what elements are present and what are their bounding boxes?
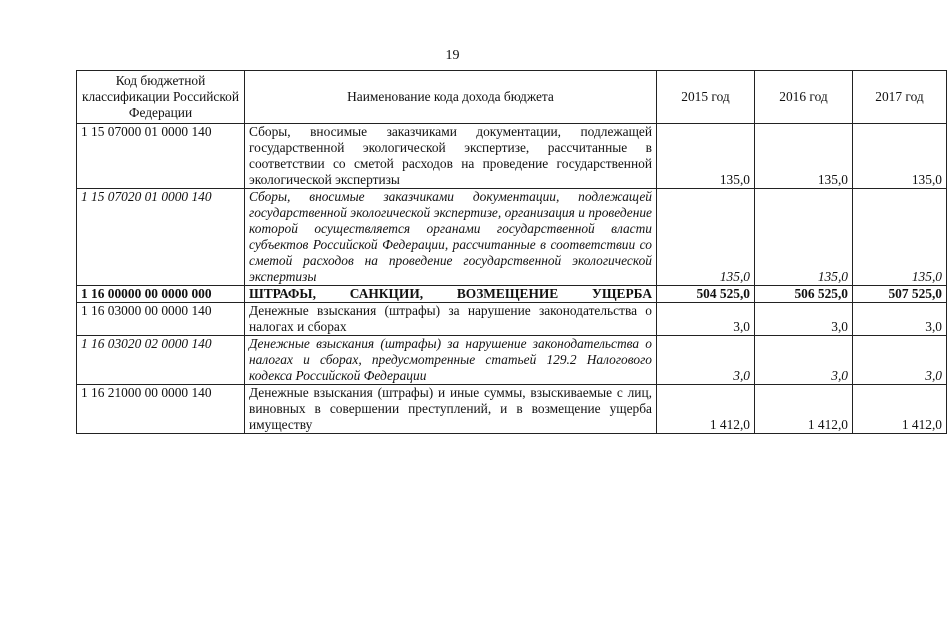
row-value-2016: 135,0 (755, 124, 853, 189)
header-name: Наименование кода дохода бюджета (245, 71, 657, 124)
row-code: 1 15 07000 01 0000 140 (77, 124, 245, 189)
row-value-2015: 504 525,0 (657, 286, 755, 303)
row-name: Денежные взыскания (штрафы) за нарушение законодательства о налогах и сборах, предусмотренные статьей 129.2 Налогового кодекса Российской Федерации (245, 336, 657, 385)
row-value-2016: 506 525,0 (755, 286, 853, 303)
table-row (77, 286, 947, 303)
row-value-2015: 1 412,0 (657, 385, 755, 434)
row-value-2016: 3,0 (755, 336, 853, 385)
row-code: 1 16 03020 02 0000 140 (77, 336, 245, 385)
row-code: 1 16 00000 00 0000 000 (77, 286, 245, 303)
budget-revenue-table (76, 70, 947, 434)
row-name: Сборы, вносимые заказчиками документации, подлежащей государственной экологической экспертизе, рассчитанные в соответствии со сметой расходов на проведение государственной экологической экспертизы (245, 124, 657, 189)
row-value-2017: 3,0 (853, 336, 947, 385)
row-name: Денежные взыскания (штрафы) и иные суммы, взыскиваемые с лиц, виновных в совершении преступлений, и в возмещение ущерба имуществу (245, 385, 657, 434)
row-code: 1 16 03000 00 0000 140 (77, 303, 245, 336)
row-value-2017: 135,0 (853, 124, 947, 189)
row-code: 1 15 07020 01 0000 140 (77, 189, 245, 286)
table-row (77, 303, 947, 336)
row-value-2016: 135,0 (755, 189, 853, 286)
header-2016: 2016 год (755, 71, 853, 124)
row-code: 1 16 21000 00 0000 140 (77, 385, 245, 434)
row-value-2016: 3,0 (755, 303, 853, 336)
row-value-2017: 1 412,0 (853, 385, 947, 434)
table-row (77, 385, 947, 434)
header-2017: 2017 год (853, 71, 947, 124)
row-value-2015: 135,0 (657, 124, 755, 189)
table-row (77, 336, 947, 385)
row-name: ШТРАФЫ, САНКЦИИ, ВОЗМЕЩЕНИЕ УЩЕРБА (245, 286, 657, 303)
table-header-row (77, 71, 947, 124)
table-row (77, 189, 947, 286)
row-name: Денежные взыскания (штрафы) за нарушение законодательства о налогах и сборах (245, 303, 657, 336)
row-value-2015: 3,0 (657, 336, 755, 385)
header-2015: 2015 год (657, 71, 755, 124)
row-value-2015: 135,0 (657, 189, 755, 286)
row-value-2017: 507 525,0 (853, 286, 947, 303)
row-value-2015: 3,0 (657, 303, 755, 336)
row-value-2016: 1 412,0 (755, 385, 853, 434)
row-value-2017: 3,0 (853, 303, 947, 336)
row-value-2017: 135,0 (853, 189, 947, 286)
header-code: Код бюджетной классификации Российской Федерации (77, 71, 245, 124)
row-name: Сборы, вносимые заказчиками документации, подлежащей государственной экологической экспертизе, организация и проведение которой осуществляется органами государственной власти субъектов Российской Федерации, рассчитанные в соответствии со сметой расходов на проведение государственной экологической экспертизы (245, 189, 657, 286)
table-row (77, 124, 947, 189)
page-number: 19 (445, 48, 460, 63)
